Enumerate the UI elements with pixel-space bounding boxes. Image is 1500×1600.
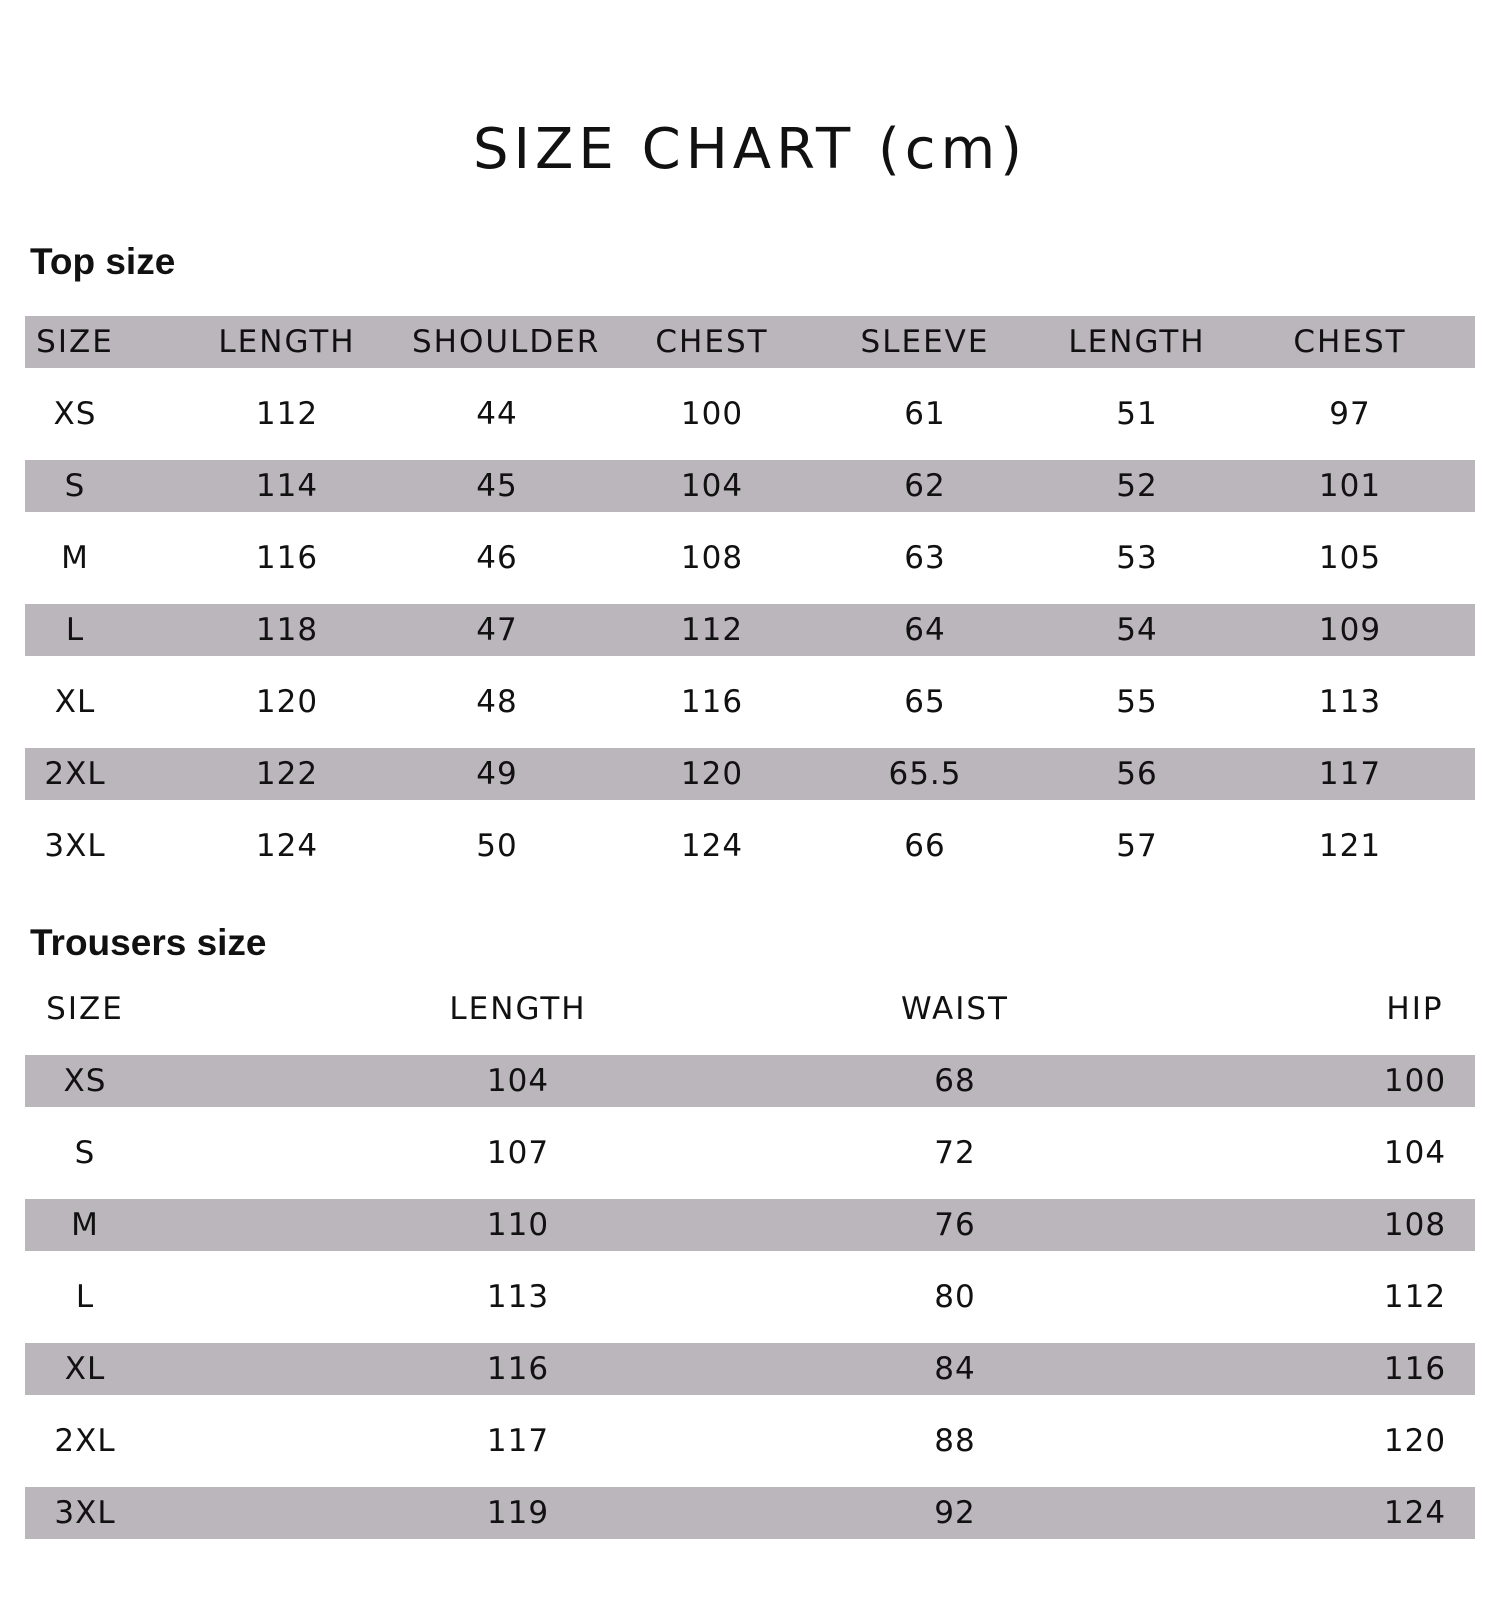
table-cell: 113: [1318, 684, 1382, 720]
table-header-row: [25, 983, 1475, 1035]
table-row: [25, 748, 1475, 800]
table-cell: 118: [255, 612, 319, 648]
table-cell: S: [64, 468, 86, 504]
table-cell: XL: [54, 684, 96, 720]
table-row: [25, 460, 1475, 512]
table-cell: 104: [680, 468, 744, 504]
table-cell: 48: [476, 684, 518, 720]
table-cell: XL: [64, 1351, 106, 1387]
table-cell: 80: [934, 1279, 976, 1315]
table-row: [25, 1199, 1475, 1251]
table-cell: 121: [1318, 828, 1382, 864]
table-cell: 116: [680, 684, 744, 720]
table-cell: 114: [255, 468, 319, 504]
table-cell: 72: [934, 1135, 976, 1171]
table-cell: 3XL: [54, 1495, 116, 1531]
table-cell: 51: [1116, 396, 1158, 432]
table-cell: 113: [486, 1279, 550, 1315]
header-cell-chest: CHEST: [655, 324, 769, 360]
header-cell-hip: HIP: [1386, 991, 1444, 1027]
table-cell: 53: [1116, 540, 1158, 576]
table-cell: 63: [904, 540, 946, 576]
table-cell: 120: [1383, 1423, 1447, 1459]
table-cell: 45: [476, 468, 518, 504]
table-cell: 117: [486, 1423, 550, 1459]
table-cell: 108: [1383, 1207, 1447, 1243]
header-cell-size: SIZE: [36, 324, 114, 360]
table-cell: 65: [904, 684, 946, 720]
page-title: SIZE CHART (cm): [472, 117, 1027, 182]
table-cell: 119: [486, 1495, 550, 1531]
table-cell: 124: [255, 828, 319, 864]
table-cell: 88: [934, 1423, 976, 1459]
table-cell: 65.5: [888, 756, 962, 792]
trousers-size-table: [25, 983, 1475, 1559]
header-cell-length: LENGTH: [449, 991, 587, 1027]
table-cell: 100: [680, 396, 744, 432]
table-cell: 124: [1383, 1495, 1447, 1531]
table-cell: 46: [476, 540, 518, 576]
table-cell: 117: [1318, 756, 1382, 792]
table-cell: 44: [476, 396, 518, 432]
table-cell: L: [65, 612, 85, 648]
table-row: [25, 1487, 1475, 1539]
table-row: [25, 676, 1475, 728]
table-row: [25, 1415, 1475, 1467]
table-cell: 112: [1383, 1279, 1447, 1315]
table-header-row: [25, 316, 1475, 368]
table-cell: 104: [486, 1063, 550, 1099]
table-cell: 55: [1116, 684, 1158, 720]
table-cell: 112: [255, 396, 319, 432]
header-cell-sleeve: SLEEVE: [860, 324, 990, 360]
table-cell: 100: [1383, 1063, 1447, 1099]
table-cell: M: [61, 540, 89, 576]
header-cell-length-2: LENGTH: [1068, 324, 1206, 360]
table-cell: M: [71, 1207, 99, 1243]
top-size-table: [25, 316, 1475, 892]
table-cell: 110: [486, 1207, 550, 1243]
header-cell-shoulder: SHOULDER: [412, 324, 601, 360]
header-cell-length: LENGTH: [218, 324, 356, 360]
table-cell: 62: [904, 468, 946, 504]
trousers-size-heading: Trousers size: [30, 922, 267, 963]
table-cell: 120: [680, 756, 744, 792]
table-row: [25, 1127, 1475, 1179]
table-cell: 101: [1318, 468, 1382, 504]
table-cell: 120: [255, 684, 319, 720]
table-cell: 54: [1116, 612, 1158, 648]
table-cell: S: [74, 1135, 96, 1171]
top-size-heading: Top size: [30, 241, 176, 282]
table-cell: L: [75, 1279, 95, 1315]
table-cell: 112: [680, 612, 744, 648]
table-cell: 116: [1383, 1351, 1447, 1387]
table-cell: 105: [1318, 540, 1382, 576]
table-row: [25, 532, 1475, 584]
table-cell: 64: [904, 612, 946, 648]
table-cell: 109: [1318, 612, 1382, 648]
header-cell-chest-2: CHEST: [1293, 324, 1407, 360]
table-cell: 124: [680, 828, 744, 864]
table-cell: 116: [486, 1351, 550, 1387]
header-cell-waist: WAIST: [901, 991, 1009, 1027]
table-row: [25, 388, 1475, 440]
table-cell: 3XL: [44, 828, 106, 864]
table-cell: 57: [1116, 828, 1158, 864]
table-cell: 2XL: [44, 756, 106, 792]
table-cell: XS: [53, 396, 97, 432]
table-cell: 122: [255, 756, 319, 792]
table-row: [25, 1055, 1475, 1107]
table-cell: 50: [476, 828, 518, 864]
table-cell: 61: [904, 396, 946, 432]
table-cell: 76: [934, 1207, 976, 1243]
table-cell: 56: [1116, 756, 1158, 792]
table-cell: 2XL: [54, 1423, 116, 1459]
table-cell: XS: [63, 1063, 107, 1099]
table-cell: 97: [1329, 396, 1371, 432]
table-cell: 47: [476, 612, 518, 648]
table-cell: 104: [1383, 1135, 1447, 1171]
table-cell: 108: [680, 540, 744, 576]
table-cell: 92: [934, 1495, 976, 1531]
table-cell: 107: [486, 1135, 550, 1171]
table-cell: 52: [1116, 468, 1158, 504]
table-row: [25, 1343, 1475, 1395]
table-cell: 68: [934, 1063, 976, 1099]
table-cell: 49: [476, 756, 518, 792]
table-row: [25, 820, 1475, 872]
table-row: [25, 604, 1475, 656]
table-row: [25, 1271, 1475, 1323]
header-cell-size: SIZE: [46, 991, 124, 1027]
table-cell: 116: [255, 540, 319, 576]
table-cell: 84: [934, 1351, 976, 1387]
table-cell: 66: [904, 828, 946, 864]
